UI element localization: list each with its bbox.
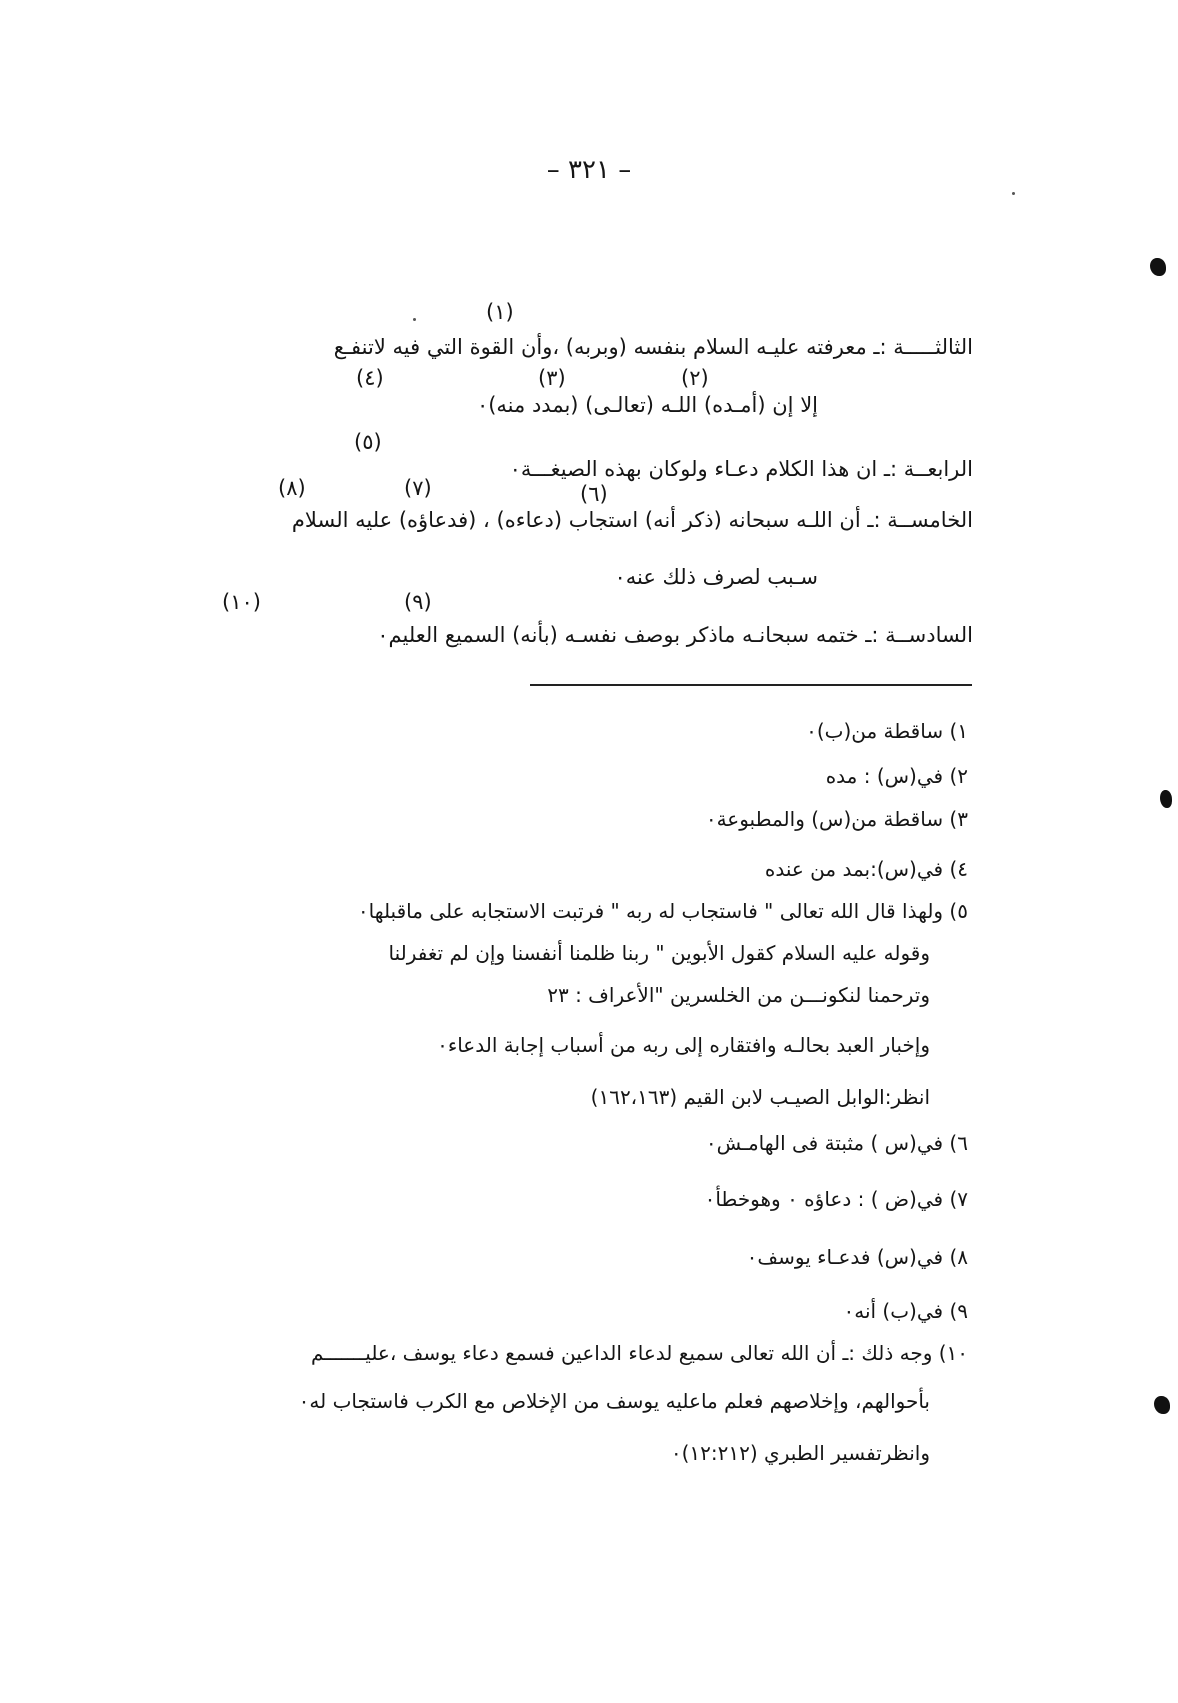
footnote-6: ٦) في(س ) مثبتة فى الهامـش٠ bbox=[705, 1131, 968, 1155]
ref-number-6: (٦) bbox=[580, 482, 608, 506]
footnote-10-cont-2: وانظرتفسير الطبري (١٢:٢١٢)٠ bbox=[670, 1441, 930, 1465]
ref-number-1: (١) bbox=[486, 300, 514, 324]
footnote-5-cont-3: وإخبار العبد بحالـه وافتقاره إلى ربه من أسباب إجابة الدعاء٠ bbox=[437, 1033, 930, 1057]
main-line-3: الرابعــة :ـ ان هذا الكلام دعـاء ولوكان بهذه الصيغـــة٠ bbox=[509, 457, 973, 481]
footnote-5: ٥) ولهذا قال الله تعالى " فاستجاب له ربه " فرتبت الاستجابه على ماقبلها٠ bbox=[357, 899, 968, 923]
ref-number-10: (١٠) bbox=[222, 590, 261, 614]
scan-hole-mark bbox=[1150, 258, 1166, 276]
ref-number-9: (٩) bbox=[404, 590, 432, 614]
ref-number-5: (٥) bbox=[354, 430, 382, 454]
footnote-separator bbox=[530, 684, 972, 686]
scan-speck bbox=[413, 318, 416, 321]
main-line-1: الثالثـــــة :ـ معرفته عليـه السلام بنفسه (وبربه) ،وأن القوة التي فيه لاتنفـع bbox=[333, 335, 973, 359]
footnote-5-cont-2: وترحمنا لنكونـــن من الخلسرين "الأعراف : ٢٣ bbox=[547, 983, 930, 1007]
footnote-9: ٩) في(ب) أنه٠ bbox=[843, 1299, 968, 1323]
main-line-4: الخامســة :ـ أن اللـه سبحانه (ذكر أنه) استجاب (دعاءه) ، (فدعاؤه) عليه السلام bbox=[291, 508, 973, 532]
footnote-8: ٨) في(س) فدعـاء يوسف٠ bbox=[746, 1245, 968, 1269]
footnote-10: ١٠) وجه ذلك :ـ أن الله تعالى سميع لدعاء الداعين فسمع دعاء يوسف ،عليـــــــم bbox=[310, 1341, 968, 1365]
ref-number-7: (٧) bbox=[404, 476, 432, 500]
scan-speck bbox=[1012, 192, 1015, 195]
footnote-3: ٣) ساقطة من(س) والمطبوعة٠ bbox=[705, 807, 968, 831]
main-line-6: السادســة :ـ ختمه سبحانـه ماذكر بوصف نفسـه (بأنه) السميع العليم٠ bbox=[377, 623, 973, 647]
footnote-1: ١) ساقطة من(ب)٠ bbox=[806, 719, 968, 743]
page-number: – ٣٢١ – bbox=[546, 155, 632, 185]
ref-number-8: (٨) bbox=[278, 476, 306, 500]
main-line-5: سـبب لصرف ذلك عنه٠ bbox=[614, 565, 818, 589]
ref-number-2: (٢) bbox=[681, 366, 709, 390]
scan-hole-mark bbox=[1160, 790, 1172, 808]
footnote-2: ٢) في(س) : مده bbox=[825, 764, 968, 788]
ref-number-4: (٤) bbox=[356, 366, 384, 390]
scan-hole-mark bbox=[1154, 1396, 1170, 1414]
footnote-7: ٧) في(ض ) : دعاؤه ٠ وهوخطأ٠ bbox=[704, 1187, 968, 1211]
footnote-4: ٤) في(س):بمد من عنده bbox=[764, 857, 968, 881]
footnote-5-cont-1: وقوله عليه السلام كقول الأبوين " ربنا ظلمنا أنفسنا وإن لم تغفرلنا bbox=[388, 941, 930, 965]
ref-number-3: (٣) bbox=[538, 366, 566, 390]
footnote-10-cont-1: بأحوالهم، وإخلاصهم فعلم ماعليه يوسف من الإخلاص مع الكرب فاستجاب له٠ bbox=[298, 1389, 930, 1413]
footnote-5-cont-4: انظر:الوابل الصيـب لابن القيم (١٦٢،١٦٣) bbox=[590, 1085, 930, 1109]
main-line-2: إلا إن (أمـده) اللـه (تعالـى) (بمدد منه)٠ bbox=[476, 393, 818, 417]
